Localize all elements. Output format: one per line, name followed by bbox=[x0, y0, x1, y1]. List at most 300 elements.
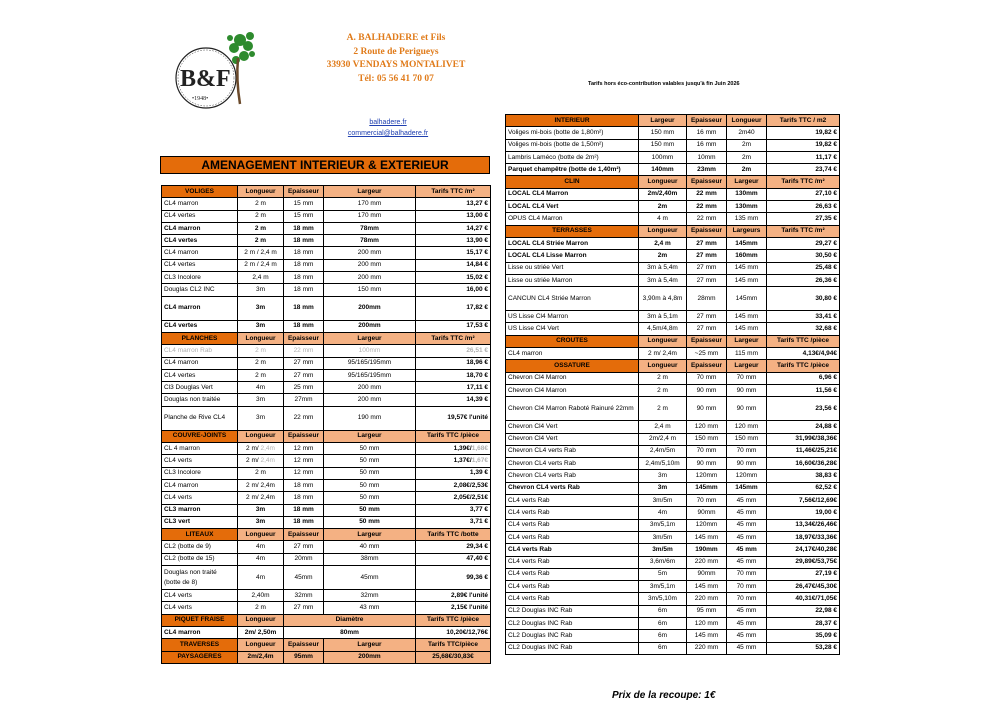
table-cell: 32mm bbox=[324, 590, 416, 602]
table-cell: 19,57€ l'unité bbox=[416, 406, 491, 430]
table-cell: 120 mm bbox=[687, 421, 727, 433]
table-row bbox=[162, 406, 491, 430]
table-row bbox=[162, 602, 491, 614]
table-row bbox=[162, 467, 491, 479]
table-cell: 2m/ 2,50m bbox=[238, 626, 284, 638]
table-cell: 7,56€/12,69€ bbox=[767, 495, 840, 507]
table-row bbox=[162, 443, 491, 455]
table-row bbox=[506, 433, 840, 445]
table-header-cell: Longueur bbox=[639, 225, 687, 237]
table-row bbox=[506, 445, 840, 457]
table-cell: 18,96 € bbox=[416, 357, 491, 369]
table-cell: CL2 Douglas INC Rab bbox=[506, 617, 639, 629]
table-cell: US Lisse Cl4 Vert bbox=[506, 323, 639, 335]
table-header-cell: Epaisseur bbox=[284, 639, 324, 651]
table-header-cell: Longueur bbox=[238, 639, 284, 651]
table-header-cell: OSSATURE bbox=[506, 360, 639, 372]
table-header-cell: INTERIEUR bbox=[506, 115, 639, 127]
table-cell: 200mm bbox=[324, 296, 416, 320]
table-cell: 45 mm bbox=[727, 531, 767, 543]
table-cell: 2,4m/5,10m bbox=[639, 458, 687, 470]
table-cell: 6m bbox=[639, 617, 687, 629]
table-cell: 11,56 € bbox=[767, 384, 840, 396]
table-cell: 23,74 € bbox=[767, 164, 840, 176]
table-cell: 23mm bbox=[687, 164, 727, 176]
table-cell: 32mm bbox=[284, 590, 324, 602]
table-cell: LOCAL CL4 Striée Marron bbox=[506, 237, 639, 249]
table-cell: 3m bbox=[238, 504, 284, 516]
table-row bbox=[506, 507, 840, 519]
table-header-cell: Epaisseur bbox=[284, 430, 324, 442]
table-cell: 70 mm bbox=[727, 445, 767, 457]
table-row bbox=[506, 213, 840, 225]
table-cell: 45 mm bbox=[727, 507, 767, 519]
table-cell: 70 mm bbox=[727, 568, 767, 580]
table-cell: 2 m bbox=[238, 235, 284, 247]
table-header-cell: Tarifs TTC /m² bbox=[767, 225, 840, 237]
table-cell: 16 mm bbox=[687, 127, 727, 139]
table-cell: 45mm bbox=[284, 566, 324, 590]
table-cell: Chevron Cl4 Marron Raboté Rainuré 22mm bbox=[506, 397, 639, 421]
table-cell: CL4 marron bbox=[506, 348, 639, 360]
table-row bbox=[506, 421, 840, 433]
table-cell: 6m bbox=[639, 605, 687, 617]
table-cell: CL4 marron bbox=[162, 247, 238, 259]
table-row bbox=[506, 164, 840, 176]
table-cell: 2,4 m bbox=[639, 421, 687, 433]
table-cell: 150 mm bbox=[639, 139, 687, 151]
table-cell: 15,02 € bbox=[416, 272, 491, 284]
table-cell: 4,5m/4,8m bbox=[639, 323, 687, 335]
table-header-cell: Largeur bbox=[324, 529, 416, 541]
table-row bbox=[506, 262, 840, 274]
table-cell: 3m/5m bbox=[639, 495, 687, 507]
table-cell: 45 mm bbox=[727, 495, 767, 507]
table-cell: 19,82 € bbox=[767, 139, 840, 151]
table-cell: 23,56 € bbox=[767, 397, 840, 421]
table-cell: Chevron CL4 verts Rab bbox=[506, 470, 639, 482]
table-row bbox=[506, 151, 840, 163]
table-cell: Lisse ou striée Vert bbox=[506, 262, 639, 274]
table-cell: CL4 verts bbox=[162, 455, 238, 467]
table-cell: 24,17€/40,28€ bbox=[767, 544, 840, 556]
table-row bbox=[162, 626, 491, 638]
table-cell: 25,68€/30,83€ bbox=[416, 651, 491, 663]
table-cell: 50 mm bbox=[324, 492, 416, 504]
table-cell: 18 mm bbox=[284, 296, 324, 320]
table-cell: 95mm bbox=[284, 651, 324, 663]
table-cell: 220 mm bbox=[687, 556, 727, 568]
table-cell: 18 mm bbox=[284, 479, 324, 491]
traverses-header bbox=[162, 639, 491, 651]
table-cell: 100mm bbox=[324, 345, 416, 357]
table-cell: 145mm bbox=[727, 287, 767, 311]
table-cell: 3,77 € bbox=[416, 504, 491, 516]
table-header-cell: Epaisseur bbox=[284, 529, 324, 541]
table-header-cell: Longueur bbox=[727, 115, 767, 127]
email-link[interactable]: commercial@balhadere.fr bbox=[347, 130, 429, 137]
table-cell: 17,11 € bbox=[416, 382, 491, 394]
company-name: A. BALHADERE et Fils bbox=[346, 33, 446, 43]
logo-letters: B&F bbox=[180, 66, 231, 92]
table-header-cell: Tarifs TTC /m² bbox=[767, 176, 840, 188]
table-cell: 40 mm bbox=[324, 541, 416, 553]
table-cell: CL4 vertes bbox=[162, 259, 238, 271]
table-cell: 27 mm bbox=[687, 311, 727, 323]
table-cell: 145 mm bbox=[687, 581, 727, 593]
table-cell: 2,05€/2,51€ bbox=[416, 492, 491, 504]
table-cell: 27 mm bbox=[687, 237, 727, 249]
table-cell: 130mm bbox=[727, 201, 767, 213]
table-cell: Chevron CL4 verts Rab bbox=[506, 458, 639, 470]
table-cell: 120mm bbox=[727, 470, 767, 482]
table-cell: 78mm bbox=[324, 235, 416, 247]
table-cell: CL2 Douglas INC Rab bbox=[506, 630, 639, 642]
table-cell: 18 mm bbox=[284, 320, 324, 332]
table-cell: 45 mm bbox=[727, 642, 767, 654]
table-cell: 4m bbox=[238, 566, 284, 590]
table-header-cell: Largeur bbox=[324, 186, 416, 198]
table-row bbox=[162, 369, 491, 381]
table-cell: 14,27 € bbox=[416, 222, 491, 234]
table-header-cell: Epaisseur bbox=[284, 186, 324, 198]
table-cell: 50 mm bbox=[324, 479, 416, 491]
table-row bbox=[162, 492, 491, 504]
table-cell: 90mm bbox=[687, 568, 727, 580]
table-cell: 78mm bbox=[324, 222, 416, 234]
table-header-cell: Epaisseur bbox=[687, 225, 727, 237]
table-cell: 45mm bbox=[324, 566, 416, 590]
table-header-cell: Largeur bbox=[324, 430, 416, 442]
table-cell: 4,13€/4,94€ bbox=[767, 348, 840, 360]
table-cell: 2,08€/2,53€ bbox=[416, 479, 491, 491]
table-cell: 2m40 bbox=[727, 127, 767, 139]
table-header-cell: Epaisseur bbox=[687, 176, 727, 188]
table-cell: 18 mm bbox=[284, 504, 324, 516]
table-cell: 2 m bbox=[639, 384, 687, 396]
table-row bbox=[162, 210, 491, 222]
table-cell: CL4 vertes bbox=[162, 210, 238, 222]
planches-header bbox=[162, 332, 491, 344]
table-cell: Cl3 Douglas Vert bbox=[162, 382, 238, 394]
table-cell: CL4 vertes bbox=[162, 320, 238, 332]
table-row bbox=[162, 272, 491, 284]
table-header-cell: Longueur bbox=[639, 335, 687, 347]
table-row bbox=[506, 250, 840, 262]
table-cell: 3m/5,10m bbox=[639, 593, 687, 605]
table-cell: CL3 Incolore bbox=[162, 272, 238, 284]
table-cell: CL2 (botte de 15) bbox=[162, 553, 238, 565]
table-cell: 3m/5m bbox=[639, 531, 687, 543]
table-row bbox=[506, 495, 840, 507]
table-row bbox=[506, 372, 840, 384]
table-cell: Chevron CL4 verts Rab bbox=[506, 445, 639, 457]
table-cell: 13,90 € bbox=[416, 235, 491, 247]
table-cell: 29,34 € bbox=[416, 541, 491, 553]
table-cell: 27,35 € bbox=[767, 213, 840, 225]
table-header-cell: Longueur bbox=[238, 430, 284, 442]
table-cell: 200 mm bbox=[324, 382, 416, 394]
table-row bbox=[506, 397, 840, 421]
table-cell: 50 mm bbox=[324, 504, 416, 516]
table-cell: 18 mm bbox=[284, 272, 324, 284]
table-row bbox=[506, 556, 840, 568]
table-header-cell: Largeur bbox=[324, 639, 416, 651]
table-cell: CL4 verts Rab bbox=[506, 556, 639, 568]
table-cell: CL4 verts Rab bbox=[506, 544, 639, 556]
table-row bbox=[506, 581, 840, 593]
table-cell: 19,82 € bbox=[767, 127, 840, 139]
table-cell: 18 mm bbox=[284, 516, 324, 528]
table-cell: 90 mm bbox=[687, 397, 727, 421]
table-cell: 200 mm bbox=[324, 272, 416, 284]
table-cell: Lisse ou striée Marron bbox=[506, 274, 639, 286]
table-cell: 16 mm bbox=[687, 139, 727, 151]
table-cell: 2,4 m bbox=[238, 272, 284, 284]
table-cell: 190 mm bbox=[324, 406, 416, 430]
table-cell: 32,68 € bbox=[767, 323, 840, 335]
table-cell: CL4 verts Rab bbox=[506, 495, 639, 507]
table-cell: 115 mm bbox=[727, 348, 767, 360]
table-cell: 2,15€ l'unité bbox=[416, 602, 491, 614]
table-cell: CL4 verts bbox=[162, 492, 238, 504]
table-cell: 90 mm bbox=[687, 384, 727, 396]
table-cell: 160mm bbox=[727, 250, 767, 262]
table-cell: 3m bbox=[238, 394, 284, 406]
table-cell: 26,47€/45,30€ bbox=[767, 581, 840, 593]
table-cell: 145 mm bbox=[687, 630, 727, 642]
table-cell: CL4 verts Rab bbox=[506, 581, 639, 593]
table-cell: 90 mm bbox=[687, 458, 727, 470]
table-cell: CL4 marron Rab bbox=[162, 345, 238, 357]
table-cell: 18 mm bbox=[284, 247, 324, 259]
clin-header bbox=[506, 176, 840, 188]
table-cell: 27 mm bbox=[284, 602, 324, 614]
table-cell: 50 mm bbox=[324, 516, 416, 528]
table-row bbox=[506, 188, 840, 200]
table-cell: Chevron Cl4 Marron bbox=[506, 384, 639, 396]
table-cell: 145 mm bbox=[727, 323, 767, 335]
table-header-cell: Tarifs TTC/pièce bbox=[416, 639, 491, 651]
table-cell: 3,6m/6m bbox=[639, 556, 687, 568]
table-cell: 29,89€/53,75€ bbox=[767, 556, 840, 568]
table-cell: 14,39 € bbox=[416, 394, 491, 406]
table-row bbox=[162, 320, 491, 332]
table-cell: 145 mm bbox=[687, 531, 727, 543]
recoupe-price: Prix de la recoupe: 1€ bbox=[612, 690, 716, 701]
table-cell: 16,60€/36,28€ bbox=[767, 458, 840, 470]
table-cell: 2,4 m bbox=[639, 237, 687, 249]
table-cell: 18,97€/33,36€ bbox=[767, 531, 840, 543]
table-cell: CL3 marron bbox=[162, 504, 238, 516]
table-cell: 27,19 € bbox=[767, 568, 840, 580]
table-header-cell: COUVRE-JOINTS bbox=[162, 430, 238, 442]
table-cell: 45 mm bbox=[727, 544, 767, 556]
table-cell: 2 m bbox=[238, 467, 284, 479]
table-cell: CL4 marron bbox=[162, 296, 238, 320]
table-cell: 26,63 € bbox=[767, 201, 840, 213]
table-row bbox=[506, 593, 840, 605]
table-cell: 28mm bbox=[687, 287, 727, 311]
terrasses-header bbox=[506, 225, 840, 237]
table-cell: Voliges mi-bois (botte de 1,80m²) bbox=[506, 127, 639, 139]
table-cell: 4m bbox=[639, 507, 687, 519]
table-cell: 24,88 € bbox=[767, 421, 840, 433]
table-cell: 3m bbox=[238, 296, 284, 320]
table-row bbox=[506, 519, 840, 531]
table-row bbox=[162, 284, 491, 296]
table-cell: 2,40m bbox=[238, 590, 284, 602]
voliges-header bbox=[162, 186, 491, 198]
table-cell: 26,36 € bbox=[767, 274, 840, 286]
table-header-cell: PLANCHES bbox=[162, 332, 238, 344]
table-cell: 4 m bbox=[639, 213, 687, 225]
table-cell: 27,10 € bbox=[767, 188, 840, 200]
table-cell: 2 m bbox=[238, 602, 284, 614]
table-cell: 3m/5m bbox=[639, 544, 687, 556]
table-cell: 17,82 € bbox=[416, 296, 491, 320]
table-row bbox=[506, 348, 840, 360]
website-link[interactable]: balhadere.fr bbox=[369, 119, 407, 126]
table-cell: CL4 marron bbox=[162, 222, 238, 234]
table-cell: US Lisse Cl4 Marron bbox=[506, 311, 639, 323]
table-cell: CL4 verts Rab bbox=[506, 531, 639, 543]
table-row bbox=[162, 222, 491, 234]
table-cell: CANCUN CL4 Striée Marron bbox=[506, 287, 639, 311]
table-cell: 200mm bbox=[324, 320, 416, 332]
table-cell: 2 m bbox=[238, 369, 284, 381]
table-cell: 2 m/ 2,4m bbox=[238, 455, 284, 467]
table-cell: 1,39€/1,68€ bbox=[416, 443, 491, 455]
table-cell: 45 mm bbox=[727, 617, 767, 629]
table-header-cell: Longueur bbox=[639, 176, 687, 188]
logo-year: •1948• bbox=[192, 96, 209, 102]
table-cell: 18 mm bbox=[284, 235, 324, 247]
table-cell: PAYSAGERES bbox=[162, 651, 238, 663]
table-cell: CL2 Douglas INC Rab bbox=[506, 605, 639, 617]
table-header-cell: Tarifs TTC /m² bbox=[416, 186, 491, 198]
table-header-cell: Longueur bbox=[238, 529, 284, 541]
table-header-cell: Diamètre bbox=[284, 614, 416, 626]
table-cell: 38,83 € bbox=[767, 470, 840, 482]
table-cell: 27 mm bbox=[284, 369, 324, 381]
table-cell: ~25 mm bbox=[687, 348, 727, 360]
table-cell: 2m bbox=[639, 250, 687, 262]
table-cell: 27mm bbox=[284, 394, 324, 406]
table-cell: 27 mm bbox=[687, 262, 727, 274]
table-cell: 70 mm bbox=[727, 593, 767, 605]
table-header-cell: Largeur bbox=[727, 176, 767, 188]
table-cell: 150 mm bbox=[324, 284, 416, 296]
table-header-cell: Longueur bbox=[639, 360, 687, 372]
table-cell: Douglas non traité (botte de 8) bbox=[162, 566, 238, 590]
table-cell: LOCAL CL4 Vert bbox=[506, 201, 639, 213]
table-cell: CL4 verts bbox=[162, 602, 238, 614]
table-cell: 2m bbox=[727, 164, 767, 176]
table-cell: 170 mm bbox=[324, 198, 416, 210]
table-cell: 220 mm bbox=[687, 593, 727, 605]
table-cell: 5m bbox=[639, 568, 687, 580]
table-cell: 120mm bbox=[687, 519, 727, 531]
table-row bbox=[162, 198, 491, 210]
table-cell: 4m bbox=[238, 382, 284, 394]
table-cell: 3m/5,1m bbox=[639, 581, 687, 593]
table-cell: 27 mm bbox=[284, 541, 324, 553]
table-cell: 11,46€/25,21€ bbox=[767, 445, 840, 457]
table-cell: 14,84 € bbox=[416, 259, 491, 271]
table-cell: 22 mm bbox=[687, 213, 727, 225]
table-cell: 1,37€/1,67€ bbox=[416, 455, 491, 467]
ossature-header bbox=[506, 360, 840, 372]
table-cell: 2m bbox=[727, 151, 767, 163]
table-row bbox=[162, 296, 491, 320]
table-cell: CL4 verts bbox=[162, 590, 238, 602]
liteaux-header bbox=[162, 529, 491, 541]
table-cell: 45 mm bbox=[727, 556, 767, 568]
table-cell: Chevron Cl4 Vert bbox=[506, 421, 639, 433]
table-cell: 12 mm bbox=[284, 467, 324, 479]
table-header-cell: VOLIGES bbox=[162, 186, 238, 198]
table-cell: 50 mm bbox=[324, 467, 416, 479]
table-cell: 145 mm bbox=[727, 274, 767, 286]
table-cell: 27 mm bbox=[687, 323, 727, 335]
company-logo bbox=[168, 28, 278, 112]
table-cell: 2m/2,4 m bbox=[639, 433, 687, 445]
table-cell: Voliges mi-bois (botte de 1,50m²) bbox=[506, 139, 639, 151]
section-banner: AMENAGEMENT INTERIEUR & EXTERIEUR bbox=[160, 156, 490, 174]
table-cell: CL4 verts Rab bbox=[506, 507, 639, 519]
table-row bbox=[506, 311, 840, 323]
table-cell: 26,51 € bbox=[416, 345, 491, 357]
table-cell: Douglas non traitée bbox=[162, 394, 238, 406]
table-cell: LOCAL CL4 Marron bbox=[506, 188, 639, 200]
table-cell: 2m bbox=[639, 201, 687, 213]
table-cell: 90 mm bbox=[727, 397, 767, 421]
table-cell: Planche de Rive CL4 bbox=[162, 406, 238, 430]
interieur-header bbox=[506, 115, 840, 127]
table-cell: 70 mm bbox=[727, 581, 767, 593]
table-row bbox=[162, 504, 491, 516]
table-cell: CL4 marron bbox=[162, 198, 238, 210]
table-cell: 22 mm bbox=[284, 406, 324, 430]
table-header-cell: TERRASSES bbox=[506, 225, 639, 237]
table-header-cell: Largeur bbox=[639, 115, 687, 127]
table-row bbox=[506, 568, 840, 580]
table-cell: 18 mm bbox=[284, 259, 324, 271]
table-cell: 15,17 € bbox=[416, 247, 491, 259]
table-header-cell: Tarifs TTC /pièce bbox=[767, 335, 840, 347]
table-cell: 95/165/195mm bbox=[324, 369, 416, 381]
table-header-cell: CLIN bbox=[506, 176, 639, 188]
table-cell: 95 mm bbox=[687, 605, 727, 617]
table-cell: 45 mm bbox=[727, 605, 767, 617]
table-cell: 2 m bbox=[639, 397, 687, 421]
table-cell: 2m/2,40m bbox=[639, 188, 687, 200]
table-cell: 6m bbox=[639, 642, 687, 654]
table-row bbox=[162, 247, 491, 259]
table-cell: 2 m bbox=[238, 357, 284, 369]
table-cell: OPUS CL4 Marron bbox=[506, 213, 639, 225]
table-header-cell: Tarifs TTC /pièce bbox=[767, 360, 840, 372]
table-header-cell: Largeur bbox=[727, 360, 767, 372]
table-cell: 50 mm bbox=[324, 455, 416, 467]
table-row bbox=[506, 201, 840, 213]
table-cell: 145 mm bbox=[727, 311, 767, 323]
table-row bbox=[162, 357, 491, 369]
table-cell: 190mm bbox=[687, 544, 727, 556]
table-row bbox=[506, 139, 840, 151]
table-header-cell: Tarifs TTC /pièce bbox=[416, 614, 491, 626]
